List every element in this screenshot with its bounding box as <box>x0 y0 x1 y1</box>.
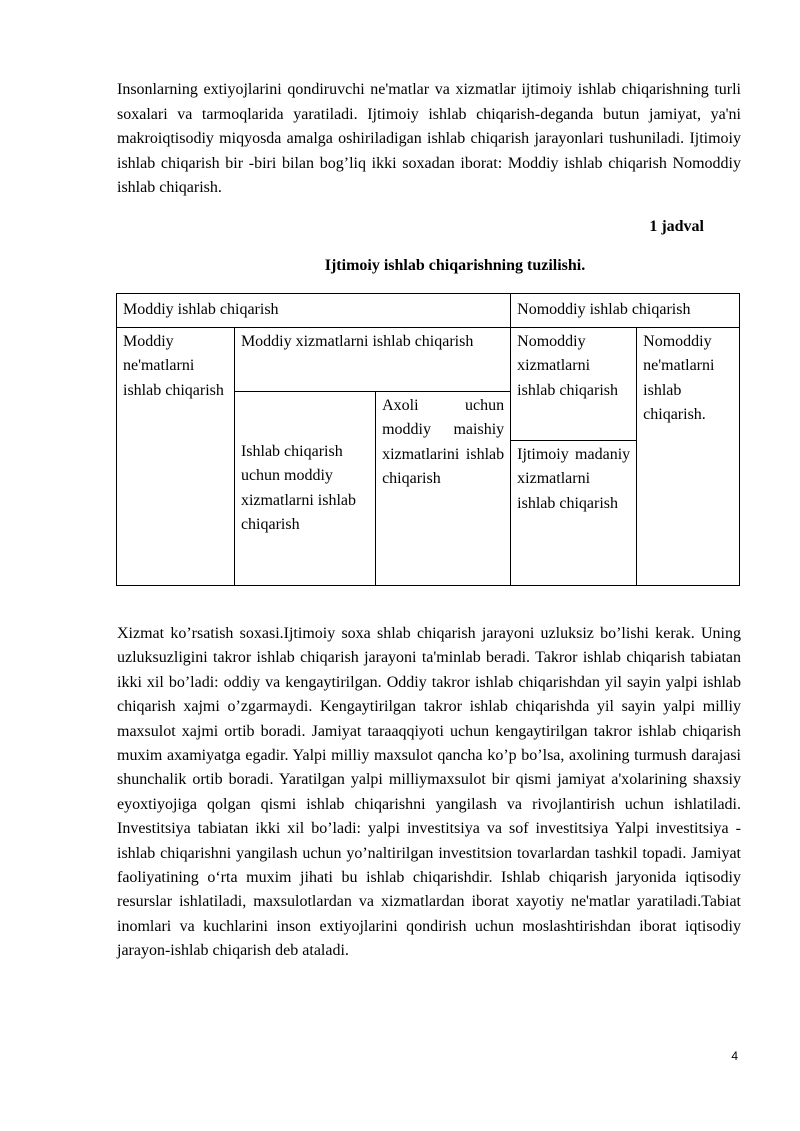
cell-nonmaterial-services: Nomoddiy xizmatlarni ishlab chiqarish <box>511 328 637 441</box>
cell-sociocultural-services: Ijtimoiy madaniy xizmatlarni ishlab chiqarish <box>511 441 637 586</box>
cell-material-services: Moddiy xizmatlarni ishlab chiqarish <box>234 328 510 392</box>
cell-material-goods: Moddiy ne'matlarni ishlab chiqarish <box>117 328 235 586</box>
intro-paragraph: Insonlarning extiyojlarini qondiruvchi ne'matlar va xizmatlar ijtimoiy ishlab chiqarishning turli soxalari va tarmoqlarida yaratiladi. Ijtimoiy ishlab chiqarish-deganda butun jamiyat, ya'ni makroiqtisodiy miqyosda amalga oshiriladigan ishlab chiqarish jarayonlari tushuniladi. Ijtimoiy ishlab chiqarish bir -biri bilan bog’liq ikki soxadan iborat: Moddiy ishlab chiqarish Nomoddiy ishlab chiqarish. <box>117 81 741 197</box>
header-nonmaterial-production: Nomoddiy ishlab chiqarish <box>511 294 740 328</box>
table-label: 1 jadval <box>649 218 704 235</box>
header-material-production: Moddiy ishlab chiqarish <box>117 294 511 328</box>
cell-production-services: Ishlab chiqarish uchun moddiy xizmatlarni ishlab chiqarish <box>234 392 375 586</box>
cell-nonmaterial-goods: Nomoddiy ne'matlarni ishlab chiqarish. <box>637 328 740 586</box>
table-title: Ijtimoiy ishlab chiqarishning tuzilishi. <box>324 257 586 274</box>
structure-table <box>116 293 740 586</box>
cell-household-services: Axoli uchun moddiy maishiy xizmatlarini ishlab chiqarish <box>376 392 511 586</box>
body-paragraph: Xizmat ko’rsatish soxasi.Ijtimoiy soxa shlab chiqarish jarayoni uzluksiz bo’lishi kerak. Uning uzluksuzligini takror ishlab chiqarish jarayoni ta'minlab beradi. Takror ishlab chiqarish tabiatan ikki xil bo’ladi: oddiy va kengaytirilgan. Oddiy takror ishlab chiqarishdan yil sayin yalpi ishlab chiqarish xajmi o’zgarmaydi. Kengaytirilgan takror ishlab chiqarishda yil sayin yalpi milliy maxsulot xajmi ortib boradi. Jamiyat taraaqqiyoti uchun kengaytirilgan takror ishlab chiqarish muxim axamiyatga egadir. Yalpi milliy maxsulot qancha ko’p bo’lsa, axolining turmush darajasi shunchalik ortib boradi. Yaratilgan yalpi milliymaxsulot bir qismi jamiyat a'xolarining shaxsiy eyoxtiyojiga qolgan qismi ishlab chiqarishni yangilash va rivojlantirish uchun ishlatiladi. Investitsiya tabiatan ikki xil bo’ladi: yalpi investitsiya va sof investitsiya Yalpi investitsiya -ishlab chiqarishni yangilash uchun yo’naltirilgan investitsion tovarlardan tashkil topadi. Jamiyat faoliyatining o‘rta muxim jihati bu ishlab chiqarishdir. Ishlab chiqarish jaryonida iqtisodiy resurslar ishlatiladi, maxsulotlardan va xizmatlardan iborat xayotiy ne'matlar yaratiladi.Tabiat inomlari va kuchlarini inson extiyojlarini qondirish uchun moslashtirishdan iborat iqtisodiy jarayon-ishlab chiqarish deb ataladi. <box>117 625 741 960</box>
page-number: 4 <box>731 1049 738 1063</box>
